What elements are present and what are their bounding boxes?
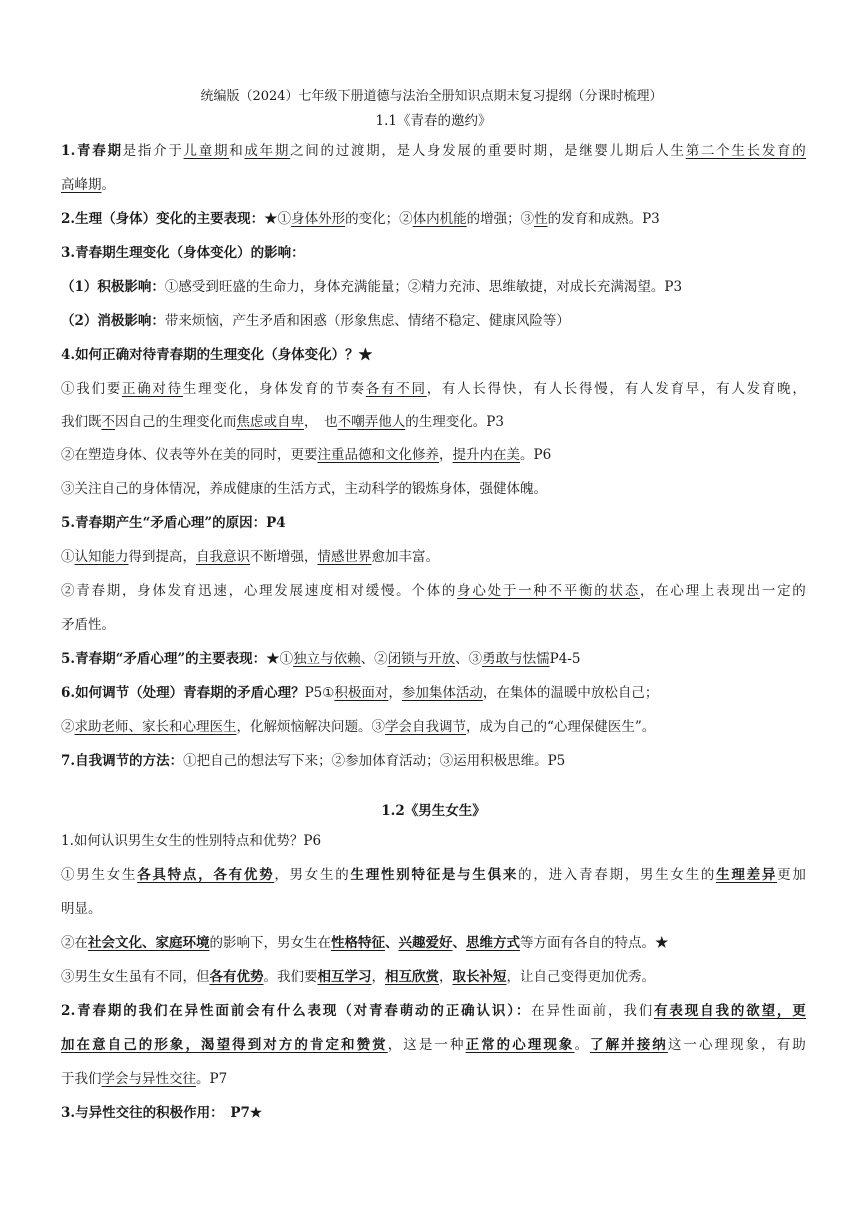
section-gap xyxy=(61,778,806,798)
point-8: 7.自我调节的方法：①把自己的想法写下来；②参加体育活动；③运用积极思维。P5 xyxy=(61,753,566,769)
point-3-heading: 3.青春期生理变化（身体变化）的影响： xyxy=(61,245,305,261)
document-title: 统编版（2024）七年级下册道德与法治全册知识点期末复习提纲（分课时梳理） xyxy=(200,89,663,104)
point-5-item-2-line-2: 矛盾性。 xyxy=(61,617,115,633)
point-4-item-2: ②在塑造身体、仪表等外在美的同时，更要注重品德和文化修养，提升内在美。P6 xyxy=(61,447,552,463)
point-5-item-1: ①认知能力得到提高，自我意识不断增强，情感世界愈加丰富。 xyxy=(61,549,439,565)
point-1-line-2: 高峰期。 xyxy=(61,177,115,193)
document-body xyxy=(61,86,806,1130)
point-3-negative: （2）消极影响：带来烦恼，产生矛盾和困惑（形象焦虑、情绪不稳定、健康风险等） xyxy=(61,313,570,329)
q2-line-2: 加在意自己的形象，渴望得到对方的肯定和赞赏，这是一种正常的心理现象。了解并接纳这一心理现象，有助 xyxy=(61,1037,806,1053)
point-4-item-1-line-1: ①我们要正确对待生理变化，身体发育的节奏各有不同，有人长得快，有人长得慢，有人发育早，有人发育晚， xyxy=(61,381,806,397)
point-3-positive: （1）积极影响：①感受到旺盛的生命力，身体充满能量；②精力充沛、思维敏捷，对成长充满渴望。P3 xyxy=(61,279,683,295)
q1-item-2: ②在社会文化、家庭环境的影响下，男女生在性格特征、兴趣爱好、思维方式等方面有各自的特点。★ xyxy=(61,935,669,951)
point-6: 5.青春期“矛盾心理”的主要表现：★①独立与依赖、②闭锁与开放、③勇敢与怯懦P4-5 xyxy=(61,651,581,667)
q3-heading: 3.与异性交往的积极作用： P7★ xyxy=(61,1105,262,1121)
point-4-heading: 4.如何正确对待青春期的生理变化（身体变化）？★ xyxy=(61,347,373,363)
point-1-line-1: 1.青春期是指介于儿童期和成年期之间的过渡期，是人身发展的重要时期，是继婴儿期后人生第二个生长发育的 xyxy=(61,143,806,159)
q1-item-1-line-2: 明显。 xyxy=(61,901,102,917)
q1-item-3: ③男生女生虽有不同，但各有优势。我们要相互学习，相互欣赏，取长补短，让自己变得更加优秀。 xyxy=(61,969,655,985)
point-7-line-1: 6.如何调节（处理）青春期的矛盾心理？P5①积极面对，参加集体活动，在集体的温暖中放松自己； xyxy=(61,685,659,701)
point-5-heading: 5.青春期产生“矛盾心理”的原因：P4 xyxy=(61,515,286,531)
point-7-line-2: ②求助老师、家长和心理医生，化解烦恼解决问题。③学会自我调节，成为自己的“心理保健医生”。 xyxy=(61,719,656,735)
q1-item-1-line-1: ①男生女生各具特点，各有优势，男女生的生理性别特征是与生俱来的，进入青春期，男生女生的生理差异更加 xyxy=(61,867,806,883)
q2-line-1: 2.青春期的我们在异性面前会有什么表现（对青春萌动的正确认识）：在异性面前，我们有表现自我的欲望，更 xyxy=(61,1003,806,1019)
lesson-1-1-title: 1.1《青春的邀约》 xyxy=(375,113,492,129)
q1-heading: 1.如何认识男生女生的性别特点和优势？P6 xyxy=(61,833,322,849)
point-4-item-3: ③关注自己的身体情况，养成健康的生活方式，主动科学的锻炼身体，强健体魄。 xyxy=(61,481,547,497)
point-5-item-2-line-1: ②青春期，身体发育迅速，心理发展速度相对缓慢。个体的身心处于一种不平衡的状态，在心理上表现出一定的 xyxy=(61,583,806,599)
point-4-item-1-line-2: 我们既不因自己的生理变化而焦虑或自卑， 也不嘲弄他人的生理变化。P3 xyxy=(61,414,504,430)
point-2: 2.生理（身体）变化的主要表现：★①身体外形的变化；②体内机能的增强；③性的发育和成熟。P3 xyxy=(61,211,660,227)
lesson-1-2-title: 1.2《男生女生》 xyxy=(381,803,486,819)
q2-line-3: 于我们学会与异性交往。P7 xyxy=(61,1071,228,1087)
